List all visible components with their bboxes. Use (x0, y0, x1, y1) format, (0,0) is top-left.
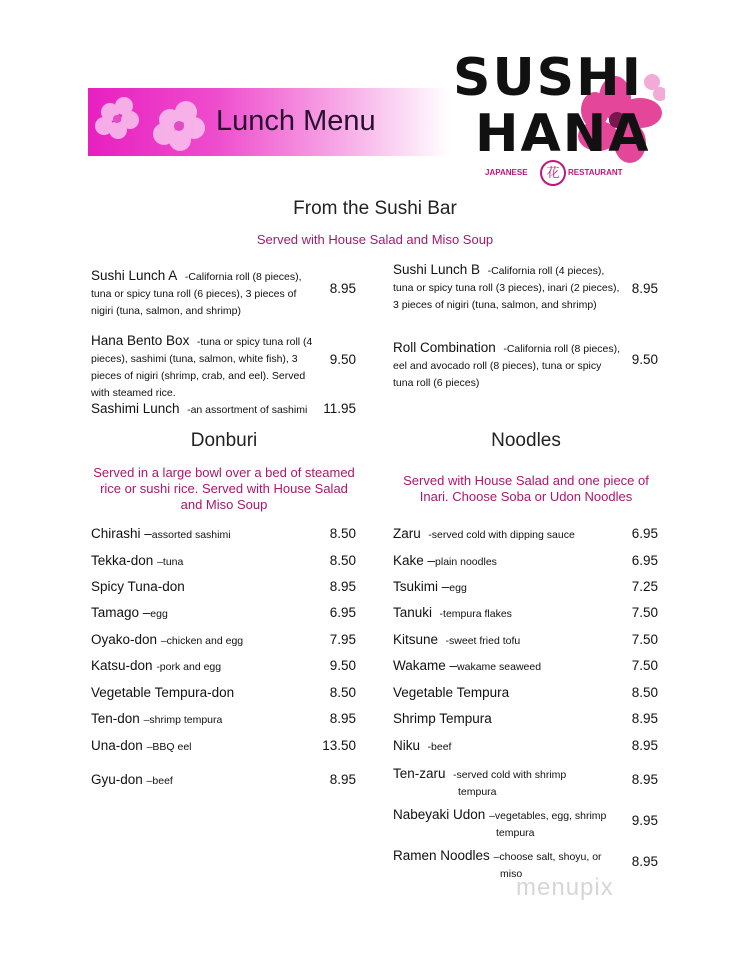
watermark: menupix (516, 874, 614, 901)
item-price: 8.95 (631, 738, 658, 753)
donburi-title: Donburi (190, 430, 258, 451)
item-desc: -pork and egg (156, 661, 222, 673)
menu-item (393, 711, 492, 726)
item-name: Vegetable Tempura-don (91, 685, 235, 700)
item-desc-cont: tempura (496, 827, 535, 839)
sushi-bar-title: From the Sushi Bar (293, 198, 457, 219)
item-name: Shrimp Tempura (393, 711, 492, 726)
menu-item (91, 526, 231, 543)
menu-item (91, 579, 185, 594)
item-name: Chirashi – (91, 526, 152, 541)
menu-item (91, 772, 173, 789)
menu-item (91, 401, 327, 418)
item-name: Roll Combination (393, 340, 496, 355)
item-name: Oyako-don (91, 632, 158, 647)
cherry-blossom-icon (90, 92, 220, 154)
item-desc: –choose salt, shoyu, or (493, 851, 602, 863)
item-price: 8.95 (329, 281, 356, 296)
menu-item (393, 738, 451, 755)
item-name: Ten-don (91, 711, 140, 726)
item-price: 6.95 (329, 605, 356, 620)
item-price: 11.95 (323, 401, 356, 416)
menu-item (393, 807, 618, 841)
item-desc: -California roll (8 pieces), tuna or spicy tuna roll (6 pieces), 3 pieces of nigiri (tuna, salmon, and shrimp) (91, 271, 302, 317)
item-name: Una-don (91, 738, 143, 753)
noodles-title: Noodles (491, 430, 561, 451)
menu-item (91, 711, 222, 728)
item-price: 8.95 (631, 854, 658, 869)
item-desc: plain noodles (435, 556, 497, 568)
item-name: Nabeyaki Udon (393, 807, 486, 822)
item-desc: –beef (146, 775, 173, 787)
item-price: 8.95 (631, 711, 658, 726)
menu-item (393, 262, 621, 313)
item-desc: -an assortment of sashimi (187, 404, 308, 416)
item-name: Sashimi Lunch (91, 401, 180, 416)
restaurant-logo (445, 48, 665, 198)
logo-sushi-text: SUSHI (453, 48, 643, 108)
item-desc: –BBQ eel (146, 741, 192, 753)
menu-item (91, 738, 192, 755)
menu-item (91, 268, 317, 319)
item-price: 7.50 (631, 632, 658, 647)
item-desc: wakame seaweed (457, 661, 542, 673)
item-price: 8.50 (329, 526, 356, 541)
item-price: 6.95 (631, 526, 658, 541)
item-name: Tsukimi – (393, 579, 450, 594)
noodles-subtitle: Served with House Salad and one piece of Inari. Choose Soba or Udon Noodles (403, 473, 649, 504)
item-name: Ten-zaru (393, 766, 446, 781)
menu-item (91, 632, 243, 649)
item-price: 9.50 (631, 352, 658, 367)
item-price: 8.50 (329, 553, 356, 568)
item-name: Sushi Lunch A (91, 268, 178, 283)
item-desc: –tuna (157, 556, 184, 568)
menu-item (393, 685, 509, 700)
item-name: Kitsune (393, 632, 439, 647)
item-desc: -served cold with shrimp (453, 769, 567, 781)
item-name: Hana Bento Box (91, 333, 190, 348)
donburi-subtitle: Served in a large bowl over a bed of steamed rice or sushi rice. Served with House Salad and Miso Soup (93, 465, 355, 512)
item-price: 7.95 (329, 632, 356, 647)
item-desc: assorted sashimi (151, 529, 231, 541)
menu-item (91, 658, 221, 675)
item-desc: egg (449, 582, 467, 594)
menu-item (91, 605, 168, 622)
item-price: 7.50 (631, 658, 658, 673)
logo-tag-restaurant: RESTAURANT (568, 168, 623, 177)
page-title: Lunch Menu (216, 105, 376, 137)
item-desc: –shrimp tempura (143, 714, 223, 726)
item-desc: -served cold with dipping sauce (428, 529, 575, 541)
item-name: Ramen Noodles (393, 848, 490, 863)
menu-item (393, 553, 497, 570)
logo-seal: 花 (540, 160, 566, 186)
item-desc: -tuna or spicy tuna roll (4 pieces), sashimi (tuna, salmon, white fish), 3 pieces of nigiri (shrimp, crab, and eel). Served with steamed rice. (91, 336, 313, 399)
item-name: Wakame – (393, 658, 458, 673)
item-name: Tekka-don (91, 553, 154, 568)
menu-item (393, 658, 541, 675)
item-desc: -California roll (4 pieces), tuna or spicy tuna roll (3 pieces), inari (2 pieces), 3 pieces of nigiri (tuna, salmon, and shrimp) (393, 265, 620, 311)
item-price: 8.95 (631, 281, 658, 296)
menu-item (393, 340, 621, 391)
item-desc: -beef (427, 741, 452, 753)
item-price: 8.50 (631, 685, 658, 700)
sushi-bar-subtitle: Served with House Salad and Miso Soup (256, 232, 494, 247)
item-desc: -sweet fried tofu (445, 635, 521, 647)
item-name: Gyu-don (91, 772, 143, 787)
item-name: Vegetable Tempura (393, 685, 510, 700)
item-price: 6.95 (631, 553, 658, 568)
item-price: 9.50 (329, 658, 356, 673)
logo-tag-japanese: JAPANESE (485, 168, 528, 177)
item-name: Sushi Lunch B (393, 262, 481, 277)
item-desc: -California roll (8 pieces), eel and avocado roll (8 pieces), tuna or spicy tuna roll (6 pieces) (393, 343, 621, 389)
item-name: Tamago – (91, 605, 151, 620)
item-price: 9.95 (631, 813, 658, 828)
item-price: 13.50 (322, 738, 356, 753)
item-desc: egg (150, 608, 168, 620)
menu-item (393, 526, 575, 543)
item-desc-cont: miso (500, 868, 523, 880)
item-name: Spicy Tuna-don (91, 579, 185, 594)
item-price: 8.95 (631, 772, 658, 787)
item-price: 8.95 (329, 711, 356, 726)
item-price: 8.95 (329, 579, 356, 594)
item-price: 7.25 (631, 579, 658, 594)
item-name: Zaru (393, 526, 421, 541)
menu-item (393, 579, 467, 596)
menu-item (91, 553, 183, 570)
item-desc: –chicken and egg (160, 635, 244, 647)
menu-item (393, 605, 512, 622)
item-desc-cont: tempura (458, 786, 497, 798)
item-name: Niku (393, 738, 421, 753)
item-desc: -tempura flakes (439, 608, 512, 620)
menu-item (393, 632, 520, 649)
item-name: Kake – (393, 553, 436, 568)
item-name: Katsu-don (91, 658, 153, 673)
item-name: Tanuki (393, 605, 433, 620)
item-desc: –vegetables, egg, shrimp (489, 810, 607, 822)
logo-hana-text: HANA (475, 104, 651, 164)
item-price: 8.50 (329, 685, 356, 700)
menu-item (393, 766, 593, 800)
item-price: 7.50 (631, 605, 658, 620)
menu-item (91, 685, 234, 700)
menu-item (91, 333, 317, 401)
item-price: 8.95 (329, 772, 356, 787)
item-price: 9.50 (329, 352, 356, 367)
